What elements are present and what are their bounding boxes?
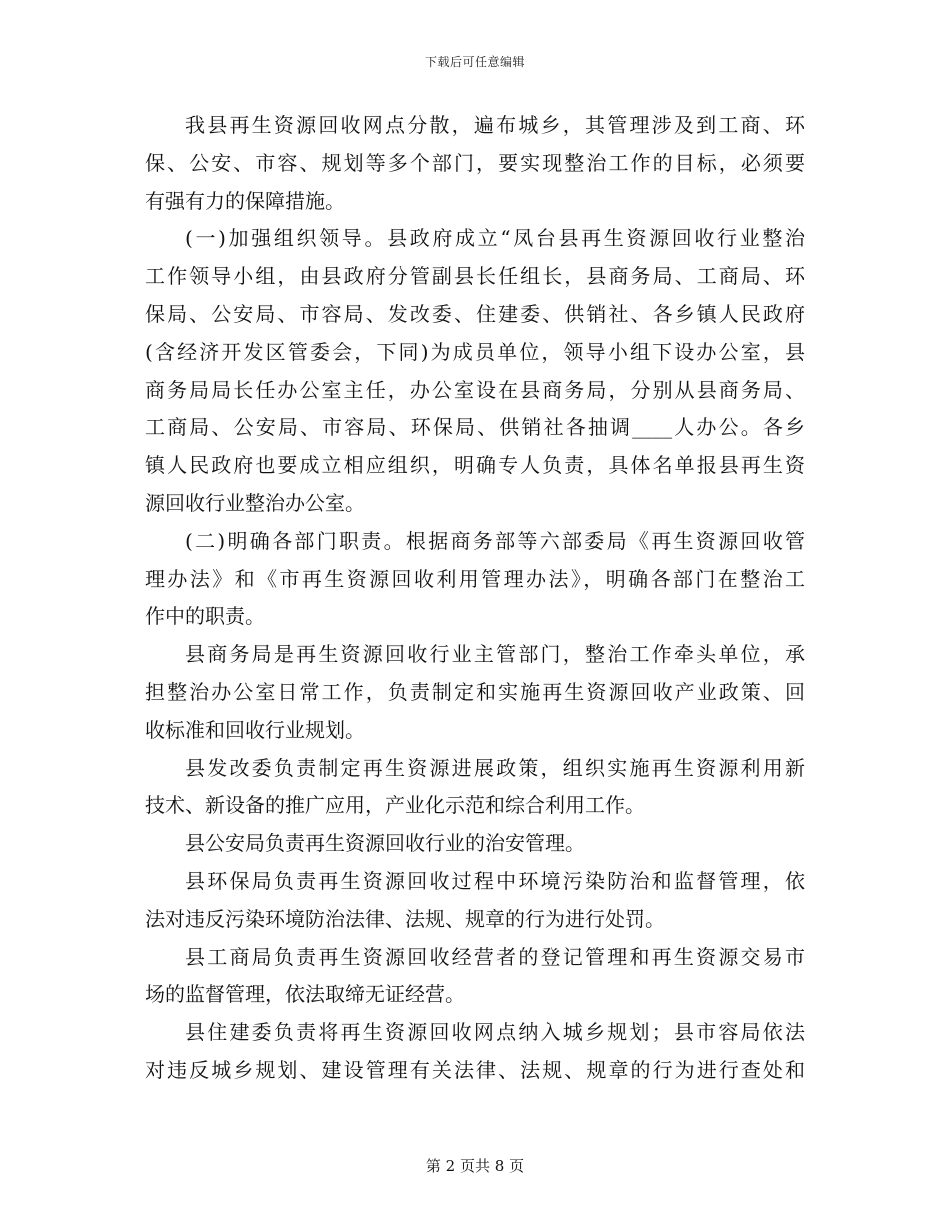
- text-line: 县公安局负责再生资源回收行业的治安管理。: [185, 831, 585, 856]
- text-line: 保、公安、市容、规划等多个部门，要实现整治工作的目标，必须要: [145, 150, 805, 175]
- text-line: 县商务局是再生资源回收行业主管部门，整治工作牵头单位，承: [185, 642, 805, 667]
- text-line: 技术、新设备的推广应用，产业化示范和综合利用工作。: [145, 793, 645, 818]
- page-number: 第 2 页共 8 页: [425, 1157, 525, 1175]
- text-line: (含经济开发区管委会，下同)为成员单位，领导小组下设办公室，县: [145, 339, 805, 364]
- text-line: 县工商局负责再生资源回收经营者的登记管理和再生资源交易市: [185, 944, 805, 969]
- text-line: (一)加强组织领导。县政府成立“凤台县再生资源回收行业整治: [185, 226, 805, 251]
- text-line: 我县再生资源回收网点分散，遍布城乡，其管理涉及到工商、环: [185, 113, 805, 137]
- text-line: 理办法》和《市再生资源回收利用管理办法》，明确各部门在整治工: [145, 566, 805, 591]
- text-line: 保局、公安局、市容局、发改委、住建委、供销社、各乡镇人民政府: [145, 301, 805, 326]
- text-line: 工作领导小组，由县政府分管副县长任组长，县商务局、工商局、环: [145, 264, 805, 289]
- text-line: 县住建委负责将再生资源回收网点纳入城乡规划；县市容局依法: [185, 1020, 805, 1045]
- text-line: 担整治办公室日常工作，负责制定和实施再生资源回收产业政策、回: [145, 679, 805, 704]
- text-line: 作中的职责。: [145, 604, 265, 629]
- text-line: 对违反城乡规划、建设管理有关法律、法规、规章的行为进行查处和: [145, 1057, 805, 1082]
- text-line: 镇人民政府也要成立相应组织，明确专人负责，具体名单报县再生资: [145, 453, 805, 478]
- document-body: [145, 107, 805, 1090]
- text-line: 商务局局长任办公室主任，办公室设在县商务局，分别从县商务局、: [145, 377, 805, 402]
- text-line: (二)明确各部门职责。根据商务部等六部委局《再生资源回收管: [185, 528, 805, 553]
- text-line: 有强有力的保障措施。: [145, 188, 345, 213]
- text-line: 县环保局负责再生资源回收过程中环境污染防治和监督管理，依: [185, 868, 805, 893]
- text-line: 法对违反污染环境防治法律、法规、规章的行为进行处罚。: [145, 906, 665, 931]
- text-line: 县发改委负责制定再生资源进展政策，组织实施再生资源利用新: [185, 755, 805, 780]
- text-line: 收标准和回收行业规划。: [145, 717, 365, 742]
- text-line: 工商局、公安局、市容局、环保局、供销社各抽调____人办公。各乡: [145, 415, 805, 440]
- text-line: 场的监督管理，依法取缔无证经营。: [145, 982, 465, 1007]
- header-note: 下载后可任意编辑: [424, 55, 525, 69]
- text-line: 源回收行业整治办公室。: [145, 490, 365, 515]
